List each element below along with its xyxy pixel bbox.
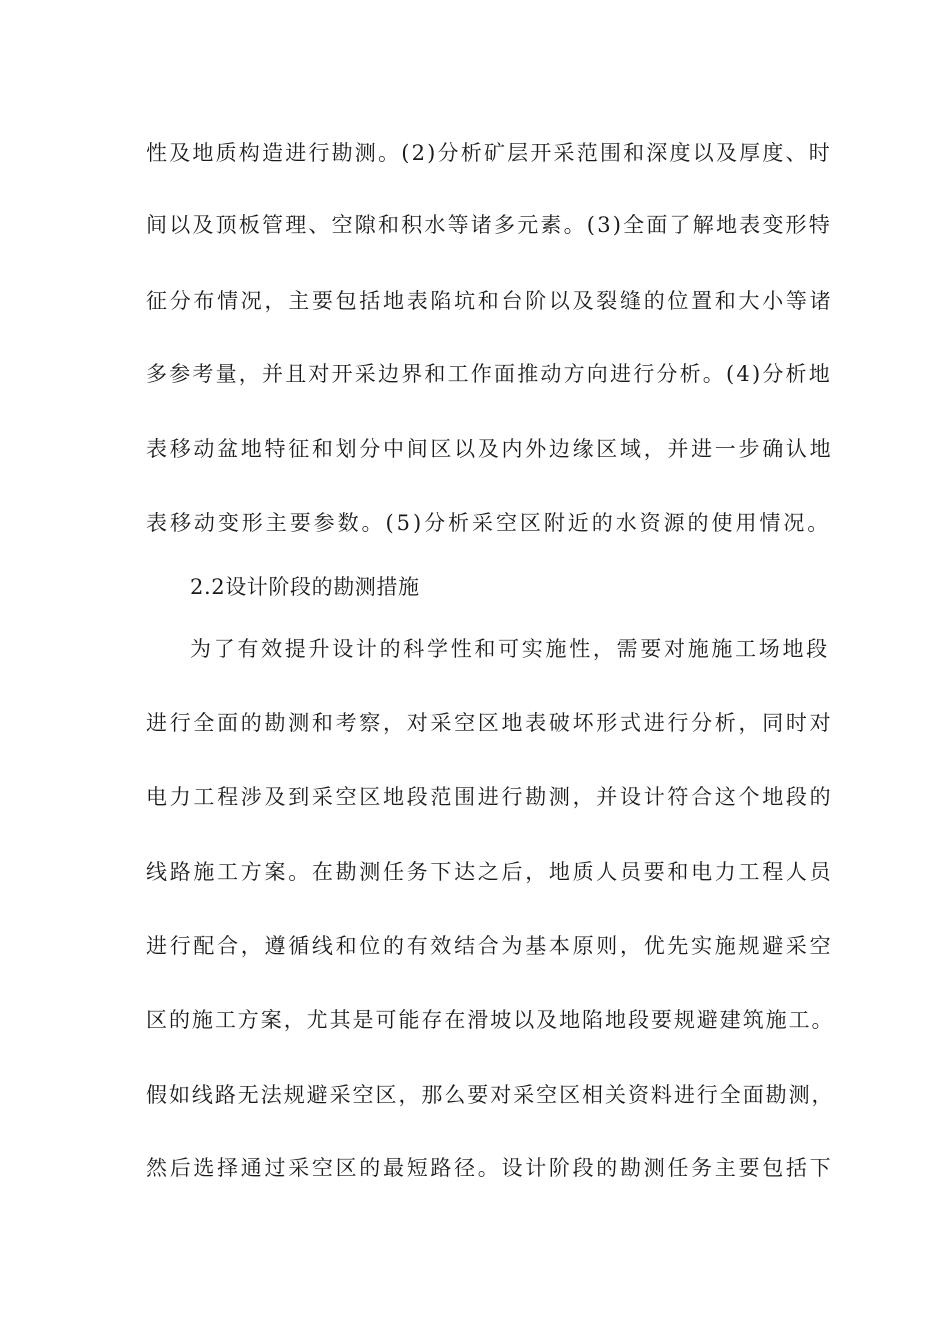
body-text-line: 间以及顶板管理、空隙和积水等诸多元素。(3)全面了解地表变形特 (146, 213, 832, 237)
section-heading: 2.2设计阶段的勘测措施 (190, 575, 420, 599)
body-text-line: 表移动盆地特征和划分中间区以及内外边缘区域，并进一步确认地 (146, 437, 834, 461)
paragraph-first-line: 为了有效提升设计的科学性和可实施性，需要对施施工场地段 (190, 637, 830, 661)
body-text-line: 然后选择通过采空区的最短路径。设计阶段的勘测任务主要包括下 (146, 1156, 834, 1180)
body-text-line: 多参考量，并且对开采边界和工作面推动方向进行分析。(4)分析地 (146, 362, 832, 386)
body-text-line: 线路施工方案。在勘测任务下达之后，地质人员要和电力工程人员 (146, 860, 834, 884)
body-text-line: 电力工程涉及到采空区地段范围进行勘测，并设计符合这个地段的 (146, 785, 834, 809)
body-text-line: 进行全面的勘测和考察，对采空区地表破坏形式进行分析，同时对 (146, 711, 834, 735)
body-text-line: 性及地质构造进行勘测。(2)分析矿层开采范围和深度以及厚度、时 (146, 141, 832, 165)
body-text-line: 假如线路无法规避采空区，那么要对采空区相关资料进行全面勘测， (146, 1083, 835, 1107)
body-text-line: 进行配合，遵循线和位的有效结合为基本原则，优先实施规避采空 (146, 934, 834, 958)
body-text-line: 表移动变形主要参数。(5)分析采空区附近的水资源的使用情况。 (146, 511, 832, 535)
body-text-line: 区的施工方案，尤其是可能存在滑坡以及地陷地段要规避建筑施工。 (146, 1008, 835, 1032)
body-text-line: 征分布情况，主要包括地表陷坑和台阶以及裂缝的位置和大小等诸 (146, 289, 834, 313)
